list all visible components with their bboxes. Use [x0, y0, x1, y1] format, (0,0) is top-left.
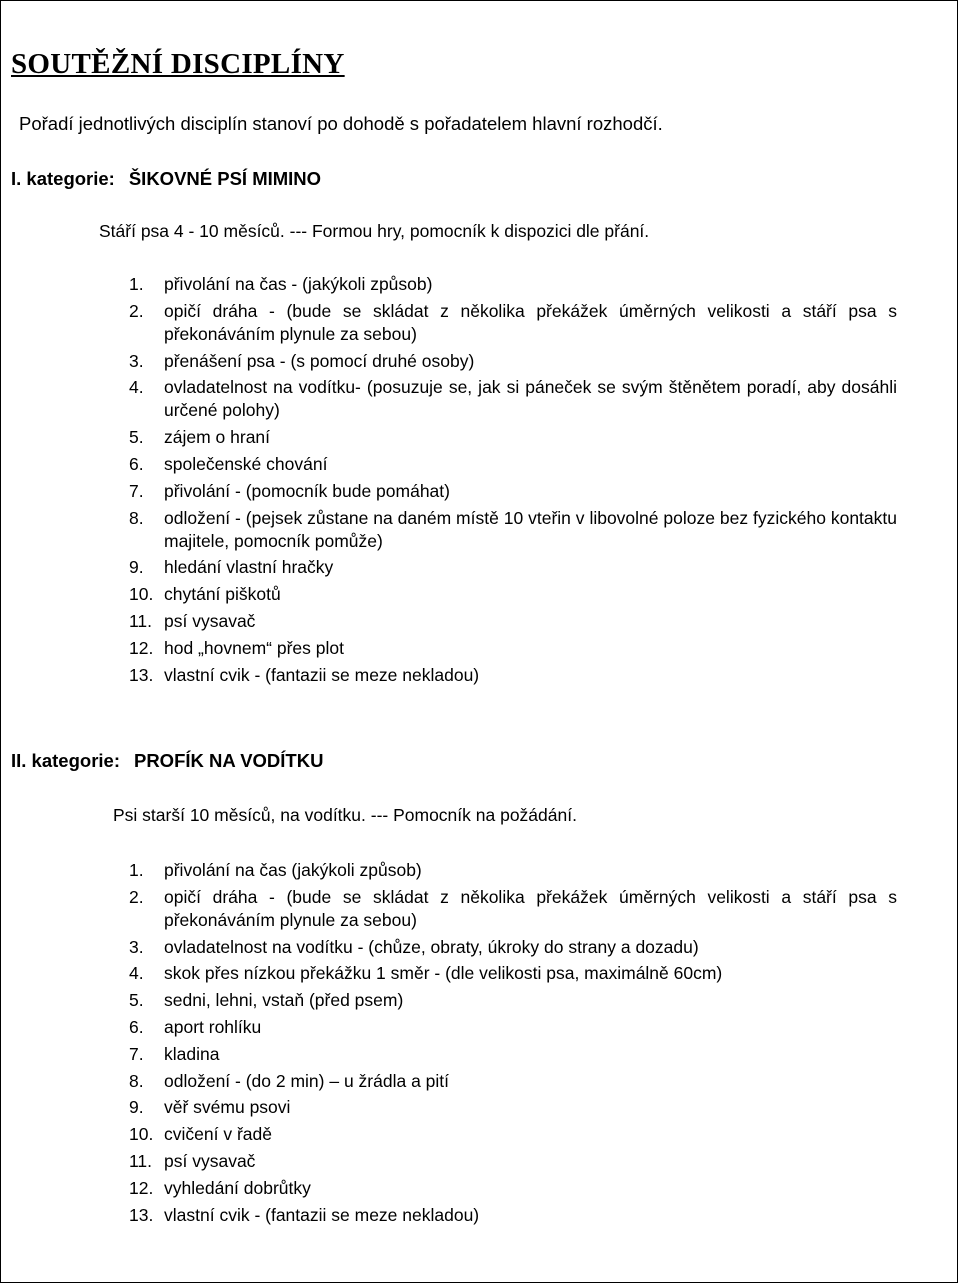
- category-1-subtitle: Stáří psa 4 - 10 měsíců. --- Formou hry, pomocník k dispozici dle přání.: [99, 221, 650, 241]
- discipline-number: 1.: [129, 860, 144, 880]
- category-1-name: ŠIKOVNÉ PSÍ MIMINO: [128, 168, 322, 189]
- discipline-text: sedni, lehni, vstaň (před psem): [164, 990, 404, 1011]
- page-title: SOUTĚŽNÍ DISCIPLÍNY: [11, 48, 345, 80]
- discipline-number: 11.: [129, 610, 153, 631]
- discipline-number: 2.: [129, 300, 144, 321]
- discipline-item: [129, 1043, 897, 1066]
- discipline-number: 7.: [129, 1043, 144, 1064]
- discipline-text: společenské chování: [164, 453, 328, 474]
- discipline-number: 11.: [129, 1150, 153, 1171]
- category-1-heading: [11, 168, 321, 190]
- discipline-number: 13.: [129, 664, 154, 685]
- discipline-item: [129, 350, 897, 373]
- category-1-label: I. kategorie:: [11, 168, 115, 189]
- discipline-number: 3.: [129, 350, 144, 371]
- discipline-item: [129, 1123, 897, 1146]
- discipline-text: psí vysavač: [164, 610, 256, 631]
- discipline-number: 4.: [129, 377, 144, 398]
- discipline-item: [129, 664, 897, 687]
- discipline-item: [129, 453, 897, 476]
- discipline-text: hod „hovnem“ přes plot: [164, 637, 344, 658]
- discipline-text: vlastní cvik - (fantazii se meze nekladou): [164, 664, 480, 685]
- category-1-discipline-list: [129, 273, 897, 690]
- discipline-text: věř svému psovi: [164, 1097, 291, 1118]
- discipline-text: ovladatelnost na vodítku- (posuzuje se, jak si páneček se svým štěnětem poradí, aby dosáhli určené polohy): [164, 377, 897, 421]
- discipline-number: 10.: [129, 584, 154, 605]
- discipline-text: přenášení psa - (s pomocí druhé osoby): [164, 350, 475, 371]
- discipline-number: 6.: [129, 453, 144, 474]
- discipline-number: 2.: [129, 886, 144, 907]
- discipline-number: 4.: [129, 963, 144, 984]
- discipline-item: [129, 426, 897, 449]
- discipline-text: odložení - (do 2 min) – u žrádla a pití: [164, 1070, 450, 1091]
- discipline-text: přivolání - (pomocník bude pomáhat): [164, 480, 450, 501]
- discipline-item: [129, 886, 897, 932]
- discipline-text: zájem o hraní: [164, 427, 271, 448]
- discipline-number: 9.: [129, 1097, 144, 1118]
- category-2-subtitle: Psi starší 10 měsíců, na vodítku. --- Pomocník na požádání.: [113, 805, 577, 825]
- discipline-text: přivolání na čas (jakýkoli způsob): [164, 860, 422, 880]
- discipline-number: 10.: [129, 1124, 154, 1145]
- discipline-item: [129, 583, 897, 606]
- discipline-item: [129, 989, 897, 1012]
- discipline-text: aport rohlíku: [164, 1016, 262, 1037]
- discipline-text: kladina: [164, 1043, 220, 1064]
- discipline-item: [129, 936, 897, 959]
- discipline-text: skok přes nízkou překážku 1 směr - (dle velikosti psa, maximálně 60cm): [164, 963, 723, 984]
- discipline-item: [129, 1177, 897, 1200]
- discipline-item: [129, 300, 897, 346]
- discipline-text: vlastní cvik - (fantazii se meze nekladou): [164, 1204, 480, 1225]
- discipline-item: [129, 1204, 897, 1227]
- intro-text: Pořadí jednotlivých disciplín stanoví po dohodě s pořadatelem hlavní rozhodčí.: [19, 113, 663, 134]
- discipline-number: 13.: [129, 1204, 154, 1225]
- discipline-item: [129, 637, 897, 660]
- discipline-item: [129, 556, 897, 579]
- discipline-text: chytání piškotů: [164, 584, 281, 605]
- discipline-item: [129, 610, 897, 633]
- category-2-label: II. kategorie:: [11, 750, 120, 771]
- discipline-number: 8.: [129, 1070, 144, 1091]
- discipline-number: 1.: [129, 274, 144, 294]
- discipline-number: 3.: [129, 936, 144, 957]
- discipline-text: odložení - (pejsek zůstane na daném místě 10 vteřin v libovolné poloze bez fyzického kontaktu majitele, pomocník pomůže): [164, 507, 897, 551]
- discipline-item: [129, 507, 897, 553]
- category-2-name: PROFÍK NA VODÍTKU: [133, 750, 324, 771]
- discipline-item: [129, 1070, 897, 1093]
- discipline-item: [129, 1150, 897, 1173]
- discipline-item: [129, 1096, 897, 1119]
- discipline-number: 12.: [129, 637, 154, 658]
- discipline-text: opičí dráha - (bude se skládat z několika překážek úměrných velikosti a stáří psa s překonáváním plynule za sebou): [164, 886, 897, 930]
- category-2-discipline-list: [129, 859, 897, 1230]
- discipline-number: 12.: [129, 1177, 154, 1198]
- discipline-text: opičí dráha - (bude se skládat z několika překážek úměrných velikosti a stáří psa s překonáváním plynule za sebou): [164, 300, 897, 344]
- discipline-number: 5.: [129, 990, 144, 1011]
- discipline-text: cvičení v řadě: [164, 1124, 272, 1145]
- discipline-text: přivolání na čas - (jakýkoli způsob): [164, 274, 433, 294]
- category-2-heading: [11, 750, 323, 772]
- discipline-text: hledání vlastní hračky: [164, 557, 334, 578]
- discipline-item: [129, 962, 897, 985]
- discipline-number: 8.: [129, 507, 144, 528]
- discipline-number: 7.: [129, 480, 144, 501]
- discipline-number: 6.: [129, 1016, 144, 1037]
- discipline-text: psí vysavač: [164, 1150, 256, 1171]
- discipline-number: 5.: [129, 427, 144, 448]
- discipline-item: [129, 480, 897, 503]
- discipline-item: [129, 273, 897, 296]
- discipline-item: [129, 1016, 897, 1039]
- discipline-text: vyhledání dobrůtky: [164, 1177, 311, 1198]
- discipline-item: [129, 376, 897, 422]
- discipline-number: 9.: [129, 557, 144, 578]
- discipline-item: [129, 859, 897, 882]
- discipline-text: ovladatelnost na vodítku - (chůze, obraty, úkroky do strany a dozadu): [164, 936, 699, 957]
